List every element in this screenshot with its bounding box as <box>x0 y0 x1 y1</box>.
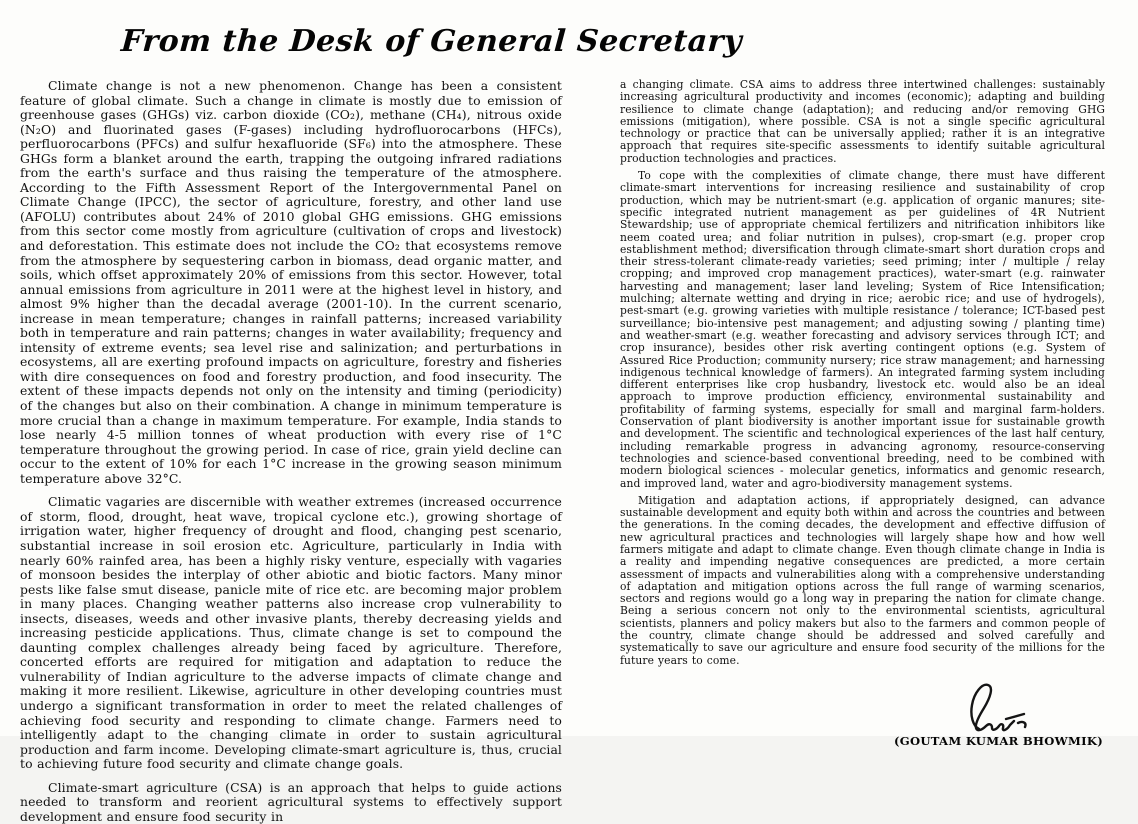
paragraph-left-1: Climate change is not a new phenomenon. Change has been a consistent feature of global climate. Such a change in climate is mostly due to emission of greenhouse gases (GHGs) viz. carbon dioxide (CO₂), methane (CH₄), nitrous oxide (N₂O) and fluorinated gases (F-gases) including hydrofluorocarbons (HFCs), perfluorocarbons (PFCs) and sulfur hexafluoride (SF₆) into the atmosphere. These GHGs form a blanket around the earth, trapping the outgoing infrared radiations from the earth's surface and thus raising the temperature of the atmosphere. According to the Fifth Assessment Report of the Intergovernmental Panel on Climate Change (IPCC), the sector of agriculture, forestry, and other land use (AFOLU) contributes about 24% of 2010 global GHG emissions. GHG emissions from this sector come mostly from agriculture (cultivation of crops and livestock) and deforestation. This estimate does not include the CO₂ that ecosystems remove from the atmosphere by sequestering carbon in biomass, dead organic matter, and soils, which offset approximately 20% of emissions from this sector. However, total annual emissions from agriculture in 2011 were at the highest level in history, and almost 9% higher than the decadal average (2001-10). In the current scenario, increase in mean temperature; changes in rainfall patterns; increased variability both in temperature and rain patterns; changes in water availability; frequency and intensity of extreme events; sea level rise and salinization; and perturbations in ecosystems, all are exerting profound impacts on agriculture, forestry and fisheries with dire consequences on food and forestry production, and food insecurity. The extent of these impacts depends not only on the intensity and timing (periodicity) of the changes but also on their combination. A change in minimum temperature is more crucial than a change in maximum temperature. For example, India stands to lose nearly 4-5 million tonnes of wheat production with every rise of 1°C temperature throughout the growing period. In case of rice, grain yield decline can occur to the extent of 10% for each 1°C increase in the growing season minimum temperature above 32°C. <box>20 78 562 486</box>
paragraph-right-2: To cope with the complexities of climate change, there must have different climate-smart interventions for increasing resilience and sustainability of crop production, which may be nutrient-smart (e.g. application of organic manures; site-specific integrated nutrient management as per guidelines of 4R Nutrient Stewardship; use of appropriate chemical fertilizers and nitrification inhibitors like neem coated urea; and foliar nutrition in pulses), crop-smart (e.g. proper crop establishment method; diversification through climate-smart short duration crops and their stress-tolerant climate-ready varieties; seed priming; inter / multiple / relay cropping; and improved crop management practices), water-smart (e.g. rainwater harvesting and management; laser land leveling; System of Rice Intensification; mulching; alternate wetting and drying in rice; aerobic rice; and use of hydrogels), pest-smart (e.g. growing varieties with multiple resistance / tolerance; ICT-based pest surveillance; bio-intensive pest management; and adjusting sowing / planting time) and weather-smart (e.g. weather forecasting and advisory services through ICT; and crop insurance), besides other risk averting contingent options (e.g. System of Assured Rice Production; community nursery; rice straw management; and harnessing indigenous technical knowledge of farmers). An integrated farming system including different enterprises like crop husbandry, livestock etc. would also be an ideal approach to improve production efficiency, environmental sustainability and profitability of farming systems, especially for small and marginal farm-holders. Conservation of plant biodiversity is another important issue for sustainable growth and development. The scientific and technological experiences of the last half century, including remarkable progress in advancing agronomy, resource-conserving technologies and science-based conventional breeding, need to be combined with modern biological sciences - molecular genetics, informatics and genomic research, and improved land, water and agro-biodiversity management systems. <box>620 169 1105 490</box>
paragraph-left-3: Climate-smart agriculture (CSA) is an approach that helps to guide actions needed to transform and reorient agricultural systems to effectively support development and ensure food security in <box>20 779 562 824</box>
signature-icon <box>963 681 1043 733</box>
left-column <box>20 79 562 824</box>
paragraph-left-2: Climatic vagaries are discernible with weather extremes (increased occurrence of storm, flood, drought, heat wave, tropical cyclone etc.), growing shortage of irrigation water, higher frequency of drought and flood, changing pest scenario, substantial increase in soil erosion etc. Agriculture, particularly in India with nearly 60% rainfed area, has been a highly risky venture, especially with vagaries of monsoon besides the interplay of other abiotic and biotic factors. Many minor pests like false smut disease, panicle mite of rice etc. are becoming major problem in many places. Changing weather patterns also increase crop vulnerability to insects, diseases, weeds and other invasive plants, thereby decreasing yields and increasing pesticide applications. Thus, climate change is set to compound the daunting complex challenges already being faced by agriculture. Therefore, concerted efforts are required for mitigation and adaptation to reduce the vulnerability of Indian agriculture to the adverse impacts of climate change and making it more resilient. Likewise, agriculture in other developing countries must undergo a significant transformation in order to meet the related challenges of achieving food security and responding to climate change. Farmers need to intelligently adapt to the changing climate in order to sustain agricultural production and farm income. Developing climate-smart agriculture is, thus, crucial to achieving future food security and climate change goals. <box>20 494 562 772</box>
page-title: From the Desk of General Secretary <box>120 24 744 59</box>
paragraph-right-3: Mitigation and adaptation actions, if appropriately designed, can advance sustainable development and equity both within and across the countries and between the generations. In the coming decades, the development and effective diffusion of new agricultural practices and technologies will largely shape how and how well farmers mitigate and adapt to climate change. Even though climate change in India is a reality and impending negative consequences are predicted, a more certain assessment of impacts and vulnerabilities along with a comprehensive understanding of adaptation and mitigation options across the full range of warming scenarios, sectors and regions would go a long way in preparing the nation for climate change. Being a serious concern not only to the environmental scientists, agricultural scientists, planners and policy makers but also to the farmers and common people of the country, climate change should be addressed and solved carefully and systematically to save our agriculture and ensure food security of the millions for the future years to come. <box>620 493 1105 667</box>
signatory-name: (GOUTAM KUMAR BHOWMIK) <box>893 733 1103 748</box>
signature-block <box>620 681 1105 747</box>
two-column-body <box>0 79 1138 824</box>
paragraph-right-1: a changing climate. CSA aims to address three intertwined challenges: sustainably increasing agricultural productivity and incomes (economic); adapting and building resilience to climate change (adaptation); and reducing and/or removing GHG emissions (mitigation), where possible. CSA is not a single specific agricultural technology or practice that can be universally applied; rather it is an integrative approach that requires site-specific assessments to identify suitable agricultural production technologies and practices. <box>620 78 1105 165</box>
right-column <box>620 79 1105 747</box>
